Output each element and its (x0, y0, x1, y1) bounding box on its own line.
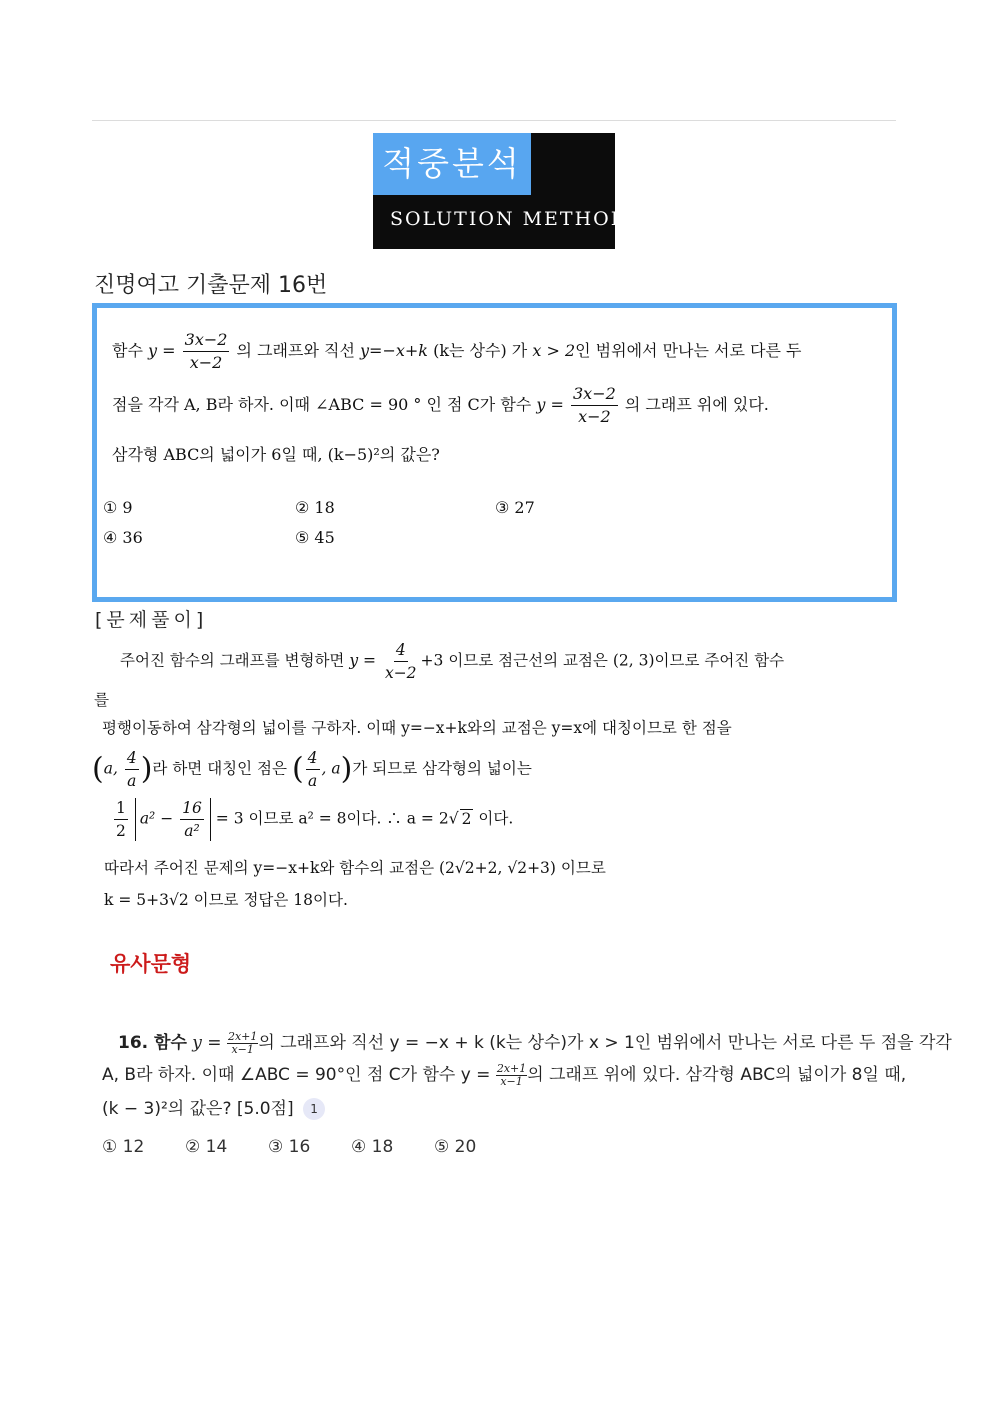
similar-question-line-2: A, B라 하자. 이때 ∠ABC = 90°인 점 C가 함수 y = $\frac{2x+1}{x-1}$ 의 그래프 위에 있다. 삼각형 ABC의 넓이가 8일 때, (102, 1061, 907, 1088)
choice-4[interactable]: ④ 36 (103, 528, 143, 547)
choice-1[interactable]: ① 9 (103, 498, 133, 517)
solution-line-1: 주어진 함수의 그래프를 변형하면 y = $\frac{4}{x-2}$ +3 이므로 점근선의 교점은 (2, 3)이므로 주어진 함수 (120, 641, 785, 682)
solution-line-2: 평행이동하여 삼각형의 넓이를 구하자. 이때 y=−x+k와의 교점은 y=x에 대칭이므로 한 점을 (102, 719, 732, 737)
question-fraction: $\frac{3x-2}{x-2}$ (184, 330, 228, 372)
solution-line-6: k = 5+3√2 이므로 정답은 18이다. (104, 891, 348, 909)
solution-line-4: $\frac{1}{2}$ a² − $\frac{16}{\text{a²}}$ = 3 이므로 a² = 8이다. ∴ a = 2√ 2 이다. (116, 799, 514, 840)
similar-choice-5[interactable]: ⑤ 20 (434, 1137, 477, 1157)
similar-type-label: 유사문형 (110, 952, 192, 976)
solution-method-banner (373, 133, 628, 249)
banner-subtitle: SOLUTION METHOD (390, 208, 628, 230)
top-divider (92, 120, 896, 121)
solution-line-1b: 를 (94, 691, 109, 709)
count-badge[interactable]: 1 (303, 1098, 325, 1120)
similar-choice-3[interactable]: ③ 16 (268, 1137, 311, 1157)
question-box (92, 303, 897, 602)
similar-question-line-1: 16. 함수 y = $\frac{2x+1}{x-1}$ 의 그래프와 직선 y = −x + k (k는 상수)가 x > 1인 범위에서 만나는 서로 다른 두 점을 각각 (118, 1029, 952, 1056)
choice-3[interactable]: ③ 27 (495, 498, 535, 517)
solution-title: [문제풀이] (95, 609, 208, 631)
question-line-2: 점을 각각 A, B라 하자. 이때 ∠ABC = 90 ° 인 점 C가 함수 y = $\frac{3x-2}{x-2}$ 의 그래프 위에 있다. (112, 384, 769, 426)
similar-choice-1[interactable]: ① 12 (102, 1137, 145, 1157)
similar-choice-2[interactable]: ② 14 (185, 1137, 228, 1157)
question-line-3: 삼각형 ABC의 넓이가 6일 때, (k−5)²의 값은? (112, 445, 440, 464)
choice-5[interactable]: ⑤ 45 (295, 528, 335, 547)
choice-2[interactable]: ② 18 (295, 498, 335, 517)
similar-question-line-3: (k − 3)²의 값은? [5.0점] 1 (102, 1094, 325, 1120)
solution-line-5: 따라서 주어진 문제의 y=−x+k와 함수의 교점은 (2√2+2, √2+3) 이므로 (104, 859, 606, 877)
problem-heading: 진명여고 기출문제 16번 (94, 273, 328, 298)
banner-title: 적중분석 (373, 133, 531, 195)
similar-choice-4[interactable]: ④ 18 (351, 1137, 394, 1157)
question-line-1: 함수 y = $\frac{3x-2}{x-2}$ 의 그래프와 직선 y=−x+k (k는 상수) 가 x > 2인 범위에서 만나는 서로 다른 두 (112, 330, 802, 372)
solution-line-3: (a, $\frac{4}{a}$ )라 하면 대칭인 점은 ( $\frac{4}{a}$ , a)가 되므로 삼각형의 넓이는 (92, 749, 532, 790)
